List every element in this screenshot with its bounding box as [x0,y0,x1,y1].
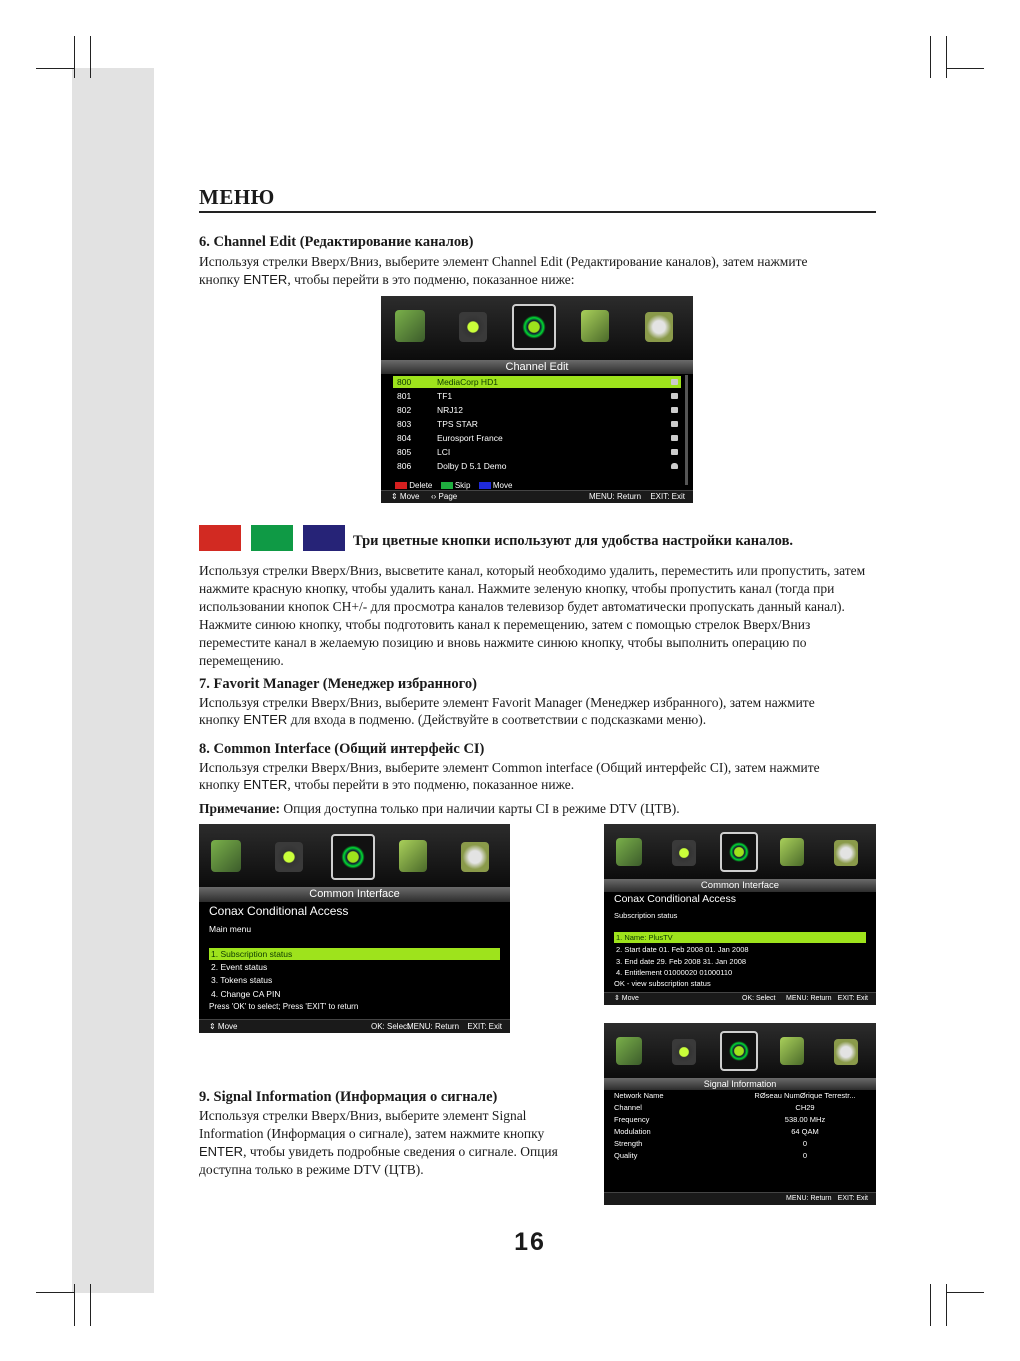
channel-number: 802 [397,405,412,415]
tv-icon [671,379,678,385]
ci-sub-menu-label: Subscription status [614,911,678,920]
blue-button-swatch [303,525,345,551]
green-legend-swatch [441,482,453,489]
channel-icon [720,832,758,872]
section8-line1: Используя стрелки Вверх/Вниз, выберите элемент Common interface (Общий интерфейс CI), затем нажмите [199,760,820,775]
ci-main-hint: Press 'OK' to select; Press 'EXIT' to return [209,1002,359,1011]
ci-main-menu-label: Main menu [209,924,252,934]
sound-icon [459,312,487,342]
ci-subscription-screen [604,824,876,1005]
footer-move: ⇕ Move [391,492,420,501]
heading-rule [199,211,876,213]
footer-menu-return: MENU: Return [786,995,832,1002]
ci-main-item-selected[interactable]: 1. Subscription status [209,948,500,960]
signal-label: Strength [614,1139,643,1148]
body-line: доступна только в режиме DTV (ЦТВ). [199,1162,424,1177]
body-line: переместите канал в желаемую позицию и вновь нажмите синюю кнопку, чтобы выполнить операцию по [199,635,807,650]
body-line: нажмите красную кнопку, чтобы удалить канал. Нажмите зеленую кнопку, чтобы пропустить канал (тогда при [199,581,835,596]
ci-main-item[interactable]: 4. Change CA PIN [211,989,281,999]
setup-gear-icon [834,1039,858,1065]
signal-label: Modulation [614,1127,651,1136]
enter-key-label: ENTER [243,712,288,727]
channel-row[interactable] [393,404,681,416]
legend-move: Move [492,481,513,490]
picture-icon [395,310,425,342]
menu-icon-bar [381,296,693,360]
signal-info-title: Signal Information [604,1078,876,1090]
menu-icon-bar [604,824,876,879]
body-line: использовании кнопок CH+/- для просмотра каналов телевизор будет автоматически пропускать данный канал). [199,599,845,614]
blue-legend-swatch [479,482,491,489]
channel-name: LCI [437,447,451,457]
menu-icon-bar [199,824,510,887]
tv-icon [671,449,678,455]
ci-sub-title: Common Interface [604,879,876,892]
signal-label: Channel [614,1103,642,1112]
channel-row[interactable] [393,446,681,458]
red-button-swatch [199,525,241,551]
red-legend-swatch [395,482,407,489]
channel-name: TPS STAR [437,419,478,429]
ci-sub-item[interactable]: 2. Start date 01. Feb 2008 01. Jan 2008 [616,945,749,954]
channel-icon [512,304,556,350]
enter-key-label: ENTER [243,777,288,792]
ci-main-title: Common Interface [199,887,510,902]
lock-menu-icon [581,310,609,342]
channel-edit-footer [381,490,693,503]
section6-intro-line1: Используя стрелки Вверх/Вниз, выберите элемент Channel Edit (Редактирование каналов), затем нажмите [199,254,808,269]
footer-ok-select: OK: Select [371,1022,410,1031]
channel-number: 806 [397,461,412,471]
note-label: Примечание: [199,801,281,816]
channel-name: Dolby D 5.1 Demo [437,461,507,471]
signal-label: Frequency [614,1115,650,1124]
color-buttons-caption: Три цветные кнопки используют для удобства настройки каналов. [353,533,794,549]
ci-main-item[interactable]: 3. Tokens status [211,975,273,985]
footer-move: ⇕ Move [209,1022,238,1031]
channel-edit-title: Channel Edit [381,360,693,374]
picture-icon [616,838,642,866]
signal-label: Network Name [614,1091,664,1100]
channel-number: 801 [397,391,412,401]
footer-exit: EXIT: Exit [467,1022,502,1031]
enter-key-label: ENTER [243,272,288,287]
body-line: перемещению. [199,653,284,668]
channel-row[interactable] [393,390,681,402]
footer-exit: EXIT: Exit [650,492,685,501]
section8-title: 8. Common Interface (Общий интерфейс CI) [199,741,485,757]
color-legend [395,481,512,490]
footer-exit: EXIT: Exit [837,995,868,1002]
signal-value: 538.00 MHz [784,1115,826,1124]
ci-sub-item[interactable]: 4. Entitlement 01000020 01000110 [616,968,733,977]
channel-row[interactable] [393,460,681,472]
section7-line2: кнопку ENTER для входа в подменю. (Действуйте в соответствии с подсказками меню). [199,712,707,727]
ci-sub-item-selected[interactable]: 1. Name: PlusTV [614,932,866,943]
channel-row[interactable] [393,432,681,444]
section8-line2: кнопку ENTER, чтобы перейти в это подменю, показанное ниже. [199,777,575,792]
footer-move: ⇕ Move [614,995,639,1002]
setup-gear-icon [834,840,858,866]
section7-line1: Используя стрелки Вверх/Вниз, выберите элемент Favorit Manager (Менеджер избранного), затем нажмите [199,695,815,710]
setup-gear-icon [645,312,673,342]
ci-main-footer [199,1019,510,1033]
ci-sub-hint: OK - view subscription status [614,979,711,988]
scrollbar[interactable] [685,375,688,485]
ci-main-subtitle: Conax Conditional Access [209,904,349,918]
page-side-band [72,68,154,1293]
ci-main-screen [199,824,510,1033]
green-button-swatch [251,525,293,551]
tv-icon [671,407,678,413]
section8-note: Примечание: Опция доступна только при наличии карты CI в режиме DTV (ЦТВ). [199,801,680,816]
menu-icon-bar [604,1023,876,1078]
body-line: Используя стрелки Вверх/Вниз, выберите элемент Signal [199,1108,527,1123]
body-line: Используя стрелки Вверх/Вниз, высветите канал, который необходимо удалить, переместить или пропустить, затем [199,563,866,578]
channel-icon [720,1031,758,1071]
body-line: Нажмите синюю кнопку, чтобы подготовить канал к перемещению, затем с помощью стрелок Вверх/Вниз [199,617,811,632]
channel-icon [331,834,375,880]
ci-main-item[interactable]: 2. Event status [211,962,268,972]
footer-menu-return: MENU: Return [407,1022,460,1031]
lock-menu-icon [780,838,804,866]
lock-menu-icon [780,1037,804,1065]
legend-delete: Delete [409,481,433,490]
body-line: Information (Информация о сигнале), затем нажмите кнопку [199,1126,545,1141]
signal-value: CH29 [795,1103,815,1112]
signal-value: RØseau NumØrique Terrestr... [754,1091,856,1100]
tv-icon [671,421,678,427]
channel-name: Eurosport France [437,433,503,443]
channel-row[interactable] [393,418,681,430]
channel-row[interactable] [393,376,681,388]
setup-gear-icon [461,842,489,872]
sound-icon [672,1039,696,1065]
sound-icon [672,840,696,866]
signal-label: Quality [614,1151,638,1160]
section6-title: 6. Channel Edit (Редактирование каналов) [199,234,474,250]
body-line: ENTER, чтобы увидеть подробные сведения о сигнале. Опция [199,1144,558,1159]
channel-name: MediaCorp HD1 [437,377,498,387]
channel-number: 803 [397,419,412,429]
ci-sub-subtitle: Conax Conditional Access [614,893,736,905]
page-number: 16 [514,1228,546,1256]
picture-icon [616,1037,642,1065]
channel-number: 805 [397,447,412,457]
channel-number: 800 [397,377,412,387]
ci-sub-item[interactable]: 3. End date 29. Feb 2008 31. Jan 2008 [616,957,747,966]
tv-icon [671,435,678,441]
ci-sub-footer [604,992,876,1005]
section7-title: 7. Favorit Manager (Менеджер избранного) [199,676,477,692]
footer-page: ‹› Page [431,492,458,501]
footer-ok-select: OK: Select [742,995,776,1002]
footer-menu-return: MENU: Return [589,492,642,501]
lock-icon [671,463,678,469]
legend-skip: Skip [454,481,471,490]
enter-key-label: ENTER [199,1144,244,1159]
channel-edit-screen [381,296,693,503]
sound-icon [275,842,303,872]
section9-title: 9. Signal Information (Информация о сигнале) [199,1089,498,1105]
signal-value: 64 QAM [791,1127,819,1136]
channel-name: NRJ12 [437,405,463,415]
section6-intro-line2: кнопку ENTER, чтобы перейти в это подменю, показанное ниже: [199,272,575,287]
signal-info-screen [604,1023,876,1205]
lock-menu-icon [399,840,427,872]
picture-icon [211,840,241,872]
section9-body [199,1107,558,1179]
footer-menu-return: MENU: Return [786,1195,832,1202]
signal-info-footer [604,1192,876,1205]
signal-value: 0 [802,1139,808,1148]
signal-value: 0 [802,1151,808,1160]
footer-exit: EXIT: Exit [837,1195,868,1202]
channel-number: 804 [397,433,412,443]
tv-icon [671,393,678,399]
channel-name: TF1 [437,391,453,401]
page-heading: МЕНЮ [199,185,275,209]
section6-body [199,562,865,670]
